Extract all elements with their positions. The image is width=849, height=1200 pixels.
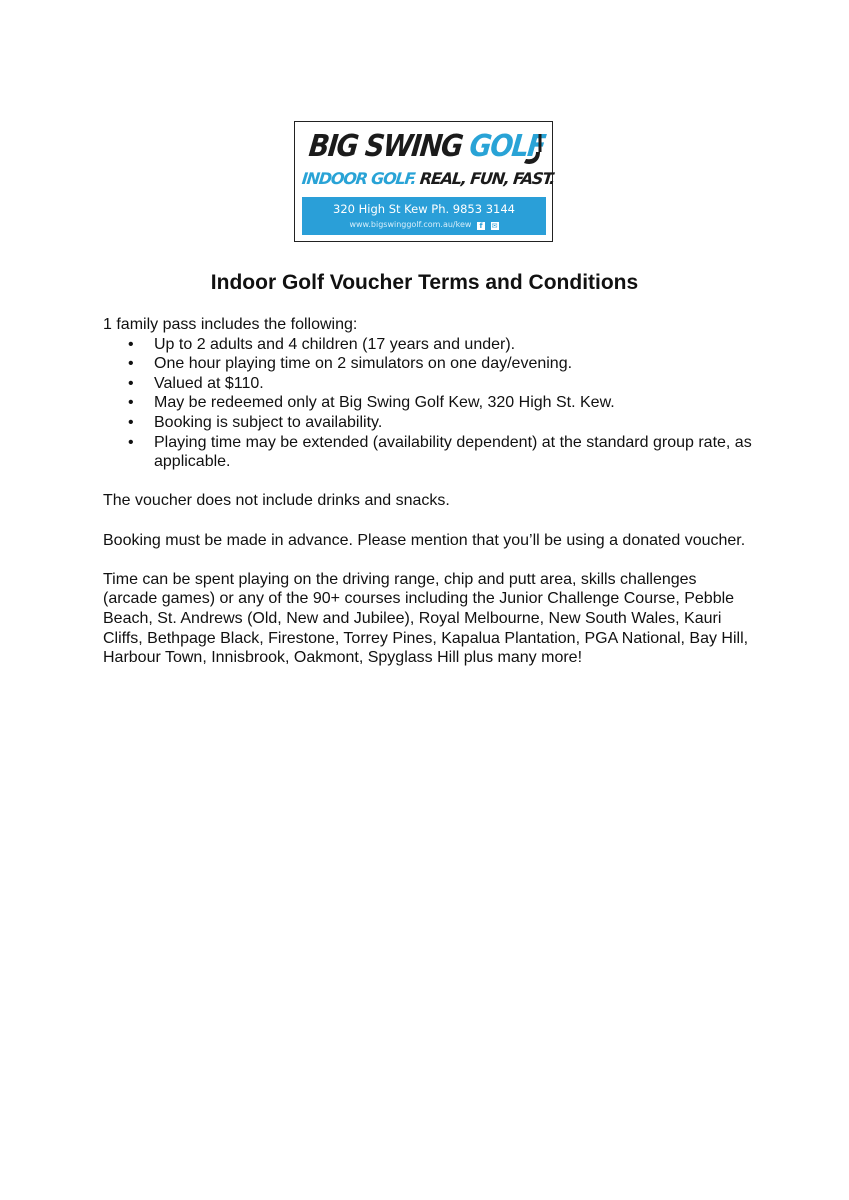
intro-text: 1 family pass includes the following: xyxy=(103,316,358,333)
list-item xyxy=(103,433,753,472)
document-title: Indoor Golf Voucher Terms and Conditions xyxy=(210,271,639,294)
logo-url: www.bigswinggolf.com.au/kew xyxy=(349,220,472,229)
logo-wordmark-part1: BIG SWING xyxy=(307,129,472,164)
list-item xyxy=(103,413,753,433)
logo-wordmark-part2: GOLF xyxy=(467,129,547,164)
list-item xyxy=(103,393,753,413)
logo-tagline xyxy=(301,168,556,190)
bullet-icon: • xyxy=(128,374,134,392)
paragraph-spacer xyxy=(103,472,753,492)
bullet-icon: • xyxy=(128,413,134,431)
bullet-icon: • xyxy=(128,394,134,412)
list-item-text: Up to 2 adults and 4 children (17 years and under). xyxy=(154,335,516,353)
list-item xyxy=(103,354,753,374)
list-item-text: Playing time may be extended (availability dependent) at the standard group rate, as applicable. xyxy=(154,433,752,471)
list-item-text: May be redeemed only at Big Swing Golf Kew, 320 High St. Kew. xyxy=(154,394,615,412)
logo-address: 320 High St Kew Ph. 9853 3144 xyxy=(333,202,515,216)
brand-logo xyxy=(294,121,556,242)
facebook-icon: f xyxy=(477,222,485,230)
paragraph-booking: Booking must be made in advance. Please mention that you’ll be using a donated voucher. xyxy=(103,531,746,549)
logo-contact-band xyxy=(302,197,546,235)
logo-tagline-part1: INDOOR GOLF. xyxy=(300,169,422,188)
bullet-icon: • xyxy=(128,335,134,353)
bullet-icon: • xyxy=(128,433,134,451)
list-item-text: Valued at $110. xyxy=(154,374,264,392)
list-item-text: Booking is subject to availability. xyxy=(154,413,383,431)
golf-club-icon xyxy=(522,132,548,168)
paragraph-courses: Time can be spent playing on the driving range, chip and putt area, skills challenges (arcade games) or any of the 90+ courses including the Junior Challenge Course, Pebble Beach, St. Andrews (Old, New and Jubilee), Royal Melbourne, New South Wales, Kauri Cliffs, Bethpage Black, Firestone, Torrey Pines, Kapalua Plantation, PGA National, Bay Hill, Harbour Town, Innisbrook, Oakmont, Spyglass Hill plus many more! xyxy=(103,570,749,667)
list-item-text: One hour playing time on 2 simulators on one day/evening. xyxy=(154,355,573,373)
paragraph-drinks: The voucher does not include drinks and snacks. xyxy=(103,492,450,510)
paragraph-spacer xyxy=(103,550,753,570)
logo-wordmark xyxy=(307,128,546,166)
bullet-icon: • xyxy=(128,355,134,373)
list-item xyxy=(103,374,753,394)
logo-url-row xyxy=(302,219,546,231)
list-item xyxy=(103,335,753,355)
mail-icon: ✉ xyxy=(491,222,498,230)
paragraph-spacer xyxy=(103,511,753,531)
document-body xyxy=(103,315,753,668)
terms-list xyxy=(103,335,753,472)
logo-tagline-part2: REAL, FUN, FAST. xyxy=(419,169,556,188)
